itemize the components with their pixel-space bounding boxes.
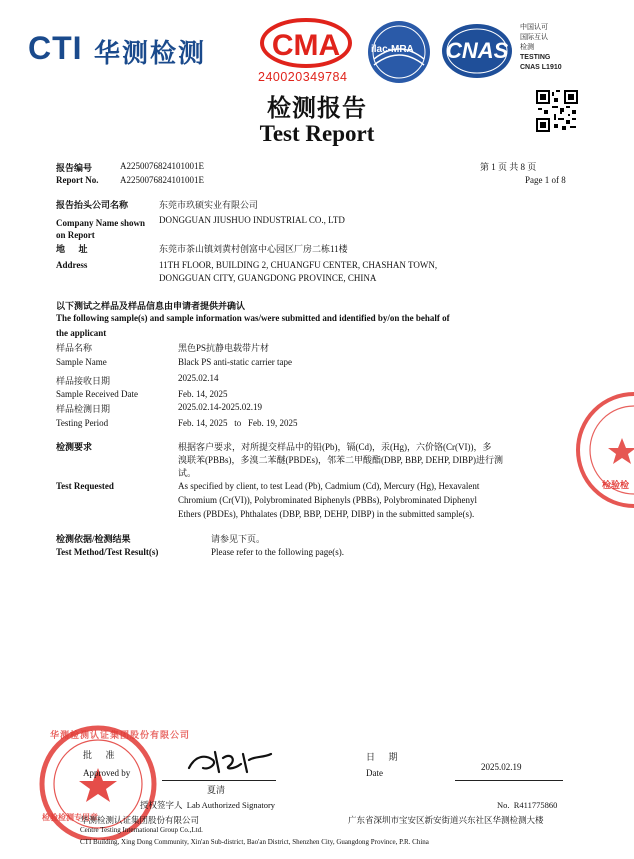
received-label-en: Sample Received Date: [56, 389, 138, 399]
signer-name: 夏清: [207, 785, 226, 795]
method-label-en: Test Method/Test Result(s): [56, 547, 159, 557]
address-cn: 东莞市茶山镇刘黄村创富中心园区厂房二栋11楼: [159, 244, 348, 254]
method-label-cn: 检测依据/检测结果: [56, 534, 131, 544]
title-cn: 检测报告: [267, 93, 367, 122]
footer-report-no: No. R411775860: [497, 800, 558, 810]
request-cn-2: 溴联苯(PBBs)，多溴二苯醚(PBDEs)，邻苯二甲酸酯(DBP, BBP, DEHP, DIBP)进行测: [178, 455, 504, 465]
address-en-2: DONGGUAN CITY, GUANGDONG PROVINCE, CHINA: [159, 273, 377, 283]
address-label-cn: 地 址: [56, 244, 88, 254]
address-en-1: 11TH FLOOR, BUILDING 2, CHUANGFU CENTER, CHASHAN TOWN,: [159, 260, 438, 270]
sample-name-label-en: Sample Name: [56, 357, 107, 367]
page-number-en: Page 1 of 8: [525, 175, 566, 185]
cti-chinese-name: 华测检测: [94, 38, 207, 68]
signer-role: 授权签字人 Lab Authorized Signatory: [140, 800, 276, 810]
page-number-cn: 第 1 页 共 8 页: [480, 162, 537, 172]
method-en: Please refer to the following page(s).: [211, 547, 344, 557]
seal-right: [572, 390, 634, 510]
cnas-info-2: 国际互认: [520, 34, 548, 41]
report-no-label-en: Report No.: [56, 175, 99, 185]
cnas-info-3: 检测: [520, 44, 534, 51]
request-en-1: As specified by client, to test Lead (Pb), Cadmium (Cd), Mercury (Hg), Hexavalent: [178, 481, 480, 491]
received-label-cn: 样品接收日期: [56, 376, 111, 386]
request-en-2: Chromium (Cr(VI)), Polybrominated Biphenyls (PBBs), Polybrominated Diphenyl: [178, 495, 477, 505]
footer-address-cn: 广东省深圳市宝安区新安街道兴东社区华测检测大楼: [348, 815, 544, 825]
method-cn: 请参见下页。: [211, 534, 266, 544]
cma-number: 240020349784: [258, 70, 348, 84]
report-no-label-cn: 报告编号: [56, 163, 93, 173]
signature-line: [162, 780, 276, 781]
footer-company-cn: 华测检测认证集团股份有限公司: [80, 815, 200, 825]
approved-label-en: Approved by: [83, 768, 131, 778]
svg-text:CMA: CMA: [271, 29, 341, 62]
sample-intro-en-2: the applicant: [56, 328, 107, 338]
received-date-cn: 2025.02.14: [178, 373, 219, 383]
received-date-en: Feb. 14, 2025: [178, 389, 228, 399]
cnas-info-5: CNAS L1910: [520, 64, 562, 71]
approved-label-cn: 批 准: [83, 750, 115, 760]
seal-bottom-left-ring-text: 华测检测认证集团股份有限公司: [50, 730, 191, 740]
request-label-en: Test Requested: [56, 481, 114, 491]
title-en: Test Report: [259, 121, 375, 146]
company-name-cn: 东莞市玖硕实业有限公司: [159, 200, 259, 210]
cnas-text: CNAS: [446, 38, 509, 63]
footer-address-en: CTI Building, Xing Dong Community, Xin'an Sub-district, Bao'an District, Shenzhen City, Guangdong Province, P.R. China: [80, 838, 429, 846]
sample-intro-cn: 以下测试之样品及样品信息由申请者提供并确认: [56, 301, 246, 311]
sample-name-label-cn: 样品名称: [56, 343, 93, 353]
cti-logo-text: CTI: [28, 30, 83, 66]
company-label-cn: 报告抬头公司名称: [56, 200, 129, 210]
sample-intro-en-1: The following sample(s) and sample information was/were submitted and identified by/on the behalf of: [56, 313, 450, 323]
request-cn-3: 试。: [178, 468, 197, 478]
company-label-en: Company Name shown on Report: [56, 218, 146, 240]
footer-company-en: Centre Testing International Group Co.,Ltd.: [80, 826, 203, 834]
request-label-cn: 检测要求: [56, 442, 93, 452]
report-no-value-1: A2250076824101001E: [120, 161, 204, 171]
sample-name-en: Black PS anti-static carrier tape: [178, 357, 292, 367]
testing-label-cn: 样品检测日期: [56, 404, 111, 414]
company-name-en: DONGGUAN JIUSHUO INDUSTRIAL CO., LTD: [159, 215, 345, 225]
cti-logo: [28, 30, 83, 67]
date-label-en: Date: [366, 768, 383, 778]
date-value: 2025.02.19: [481, 762, 522, 772]
handwritten-signature: [185, 746, 275, 778]
testing-date-en: Feb. 14, 2025 to Feb. 19, 2025: [178, 418, 298, 428]
cnas-info: [520, 23, 562, 73]
request-en-3: Ethers (PBDEs), Phthalates (DBP, BBP, DEHP, DIBP) in the submitted sample(s).: [178, 509, 475, 519]
date-line: [455, 780, 563, 781]
ilac-mra-text: ilac-MRA: [371, 44, 414, 55]
testing-label-en: Testing Period: [56, 418, 109, 428]
testing-date-cn: 2025.02.14-2025.02.19: [178, 402, 262, 412]
seal-sub-text: 检验检测专用章: [42, 813, 98, 822]
svg-text:检验检: 检验检: [602, 481, 630, 491]
cnas-info-4: TESTING: [520, 54, 551, 61]
address-label-en: Address: [56, 260, 88, 270]
report-no-value-2: A2250076824101001E: [120, 175, 204, 185]
request-cn-1: 根据客户要求，对所提交样品中的铅(Pb)，镉(Cd)，汞(Hg)，六价铬(Cr(VI))，多: [178, 442, 492, 452]
cnas-info-1: 中国认可: [520, 24, 548, 31]
date-label-cn: 日 期: [366, 752, 398, 762]
sample-name-cn: 黑色PS抗静电载带片材: [178, 343, 270, 353]
